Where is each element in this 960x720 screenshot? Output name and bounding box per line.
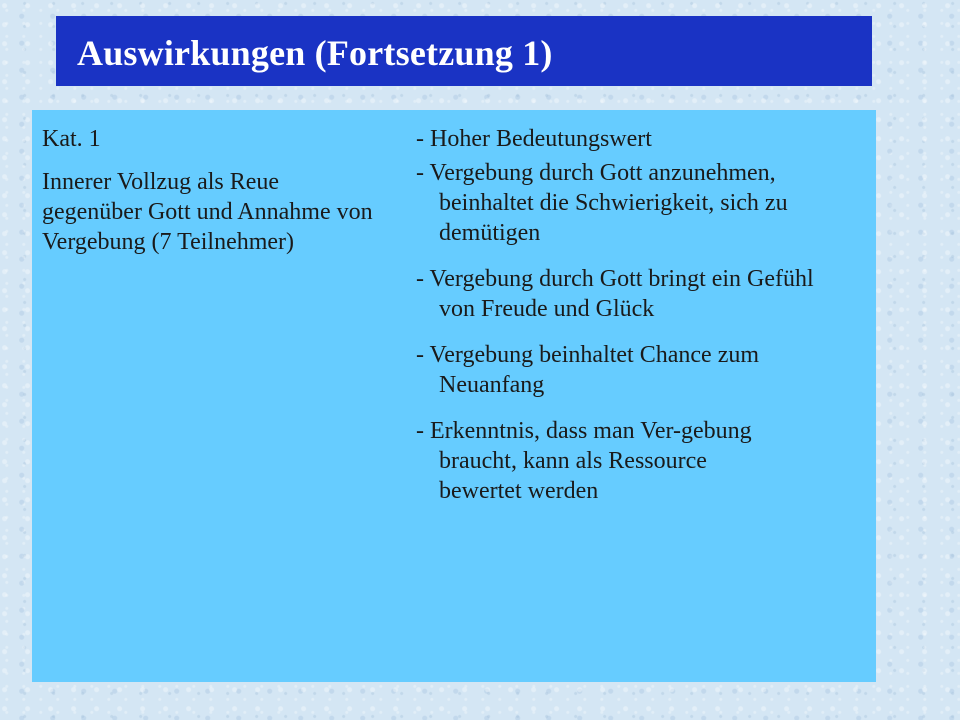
effect-item: - Erkenntnis, dass man Ver-gebung braucht, kann als Ressource bewertet werden [416, 418, 752, 504]
category-column [42, 124, 382, 257]
effect-item: - Vergebung beinhaltet Chance zum Neuanfang [416, 342, 760, 398]
category-description: Innerer Vollzug als Reue gegenüber Gott und Annahme von Vergebung (7 Teilnehmer) [42, 169, 373, 255]
slide-title: Auswirkungen (Fortsetzung 1) [77, 33, 553, 73]
effects-list [416, 124, 836, 506]
effect-item: - Vergebung durch Gott anzunehmen, beinhaltet die Schwierigkeit, sich zu demütigen [416, 160, 788, 246]
content-panel [32, 110, 876, 682]
effect-item: - Hoher Bedeutungswert [416, 126, 652, 152]
title-bar [56, 16, 872, 86]
category-label: Kat. 1 [42, 126, 101, 152]
effect-item: - Vergebung durch Gott bringt ein Gefühl von Freude und Glück [416, 266, 814, 322]
